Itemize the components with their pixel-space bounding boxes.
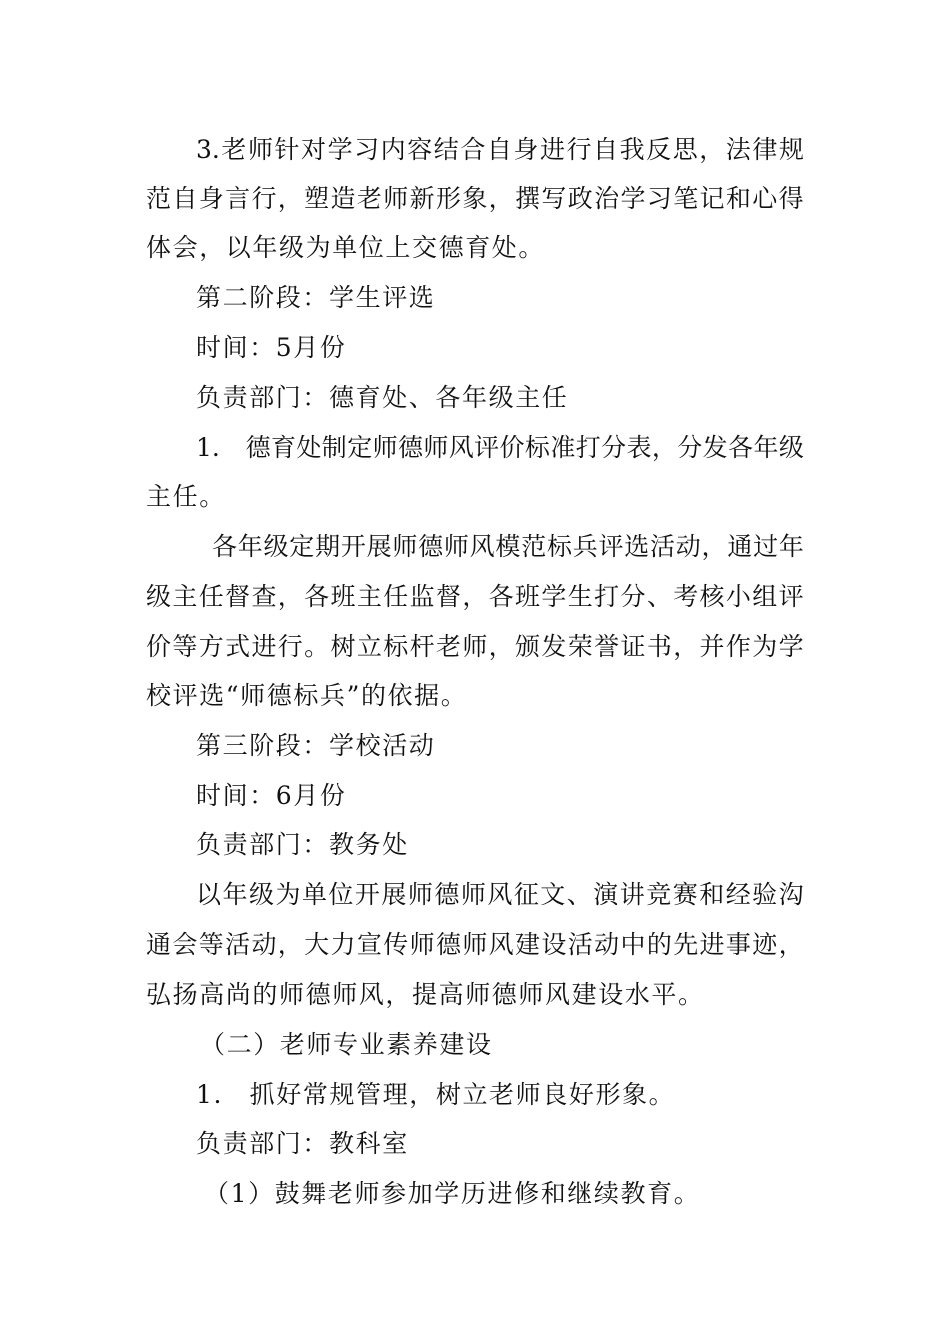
paragraph-line: 通 会 等 活 动 ， 大 力 宣 传 师 德 师 风 建 设 活 动 中 的 先 进 事 迹 ， xyxy=(146,930,804,959)
section-heading: （二）老师专业素养建设 xyxy=(200,1030,493,1059)
section-department: 负责部门：教科室 xyxy=(196,1129,409,1158)
paragraph-line: 校评选“师德标兵”的依据。 xyxy=(146,681,468,710)
paragraph-line: 3. 老 师 针 对 学 习 内 容 结 合 自 身 进 行 自 我 反 思 ， 法 律 规 xyxy=(196,135,804,164)
list-item-line: 1. 抓好常规管理，树立老师良好形象。 xyxy=(196,1080,676,1109)
paragraph-line: 范 自 身 言 行 ， 塑 造 老 师 新 形 象 ， 撰 写 政 治 学 习 笔 记 和 心 得 xyxy=(146,184,804,213)
paragraph-line: 级 主 任 督 查 ， 各 班 主 任 监 督 ， 各 班 学 生 打 分 、 考 核 小 组 评 xyxy=(146,582,804,611)
sub-item-line: （1）鼓舞老师参加学历进修和继续教育。 xyxy=(204,1179,701,1208)
paragraph-line: 以 年 级 为 单 位 开 展 师 德 师 风 征 文 、 演 讲 竞 赛 和 经 验 沟 xyxy=(196,880,804,909)
stage-department: 负责部门：教务处 xyxy=(196,830,409,859)
paragraph-line: 弘扬高尚的师德师风，提高师德师风建设水平。 xyxy=(146,980,705,1009)
stage-time: 时间：5月份 xyxy=(196,333,347,362)
list-item-line: 主任。 xyxy=(146,482,226,511)
paragraph-line: 各 年 级 定 期 开 展 师 德 师 风 模 范 标 兵 评 选 活 动 ， 通 过 年 xyxy=(212,532,804,561)
stage-heading: 第三阶段：学校活动 xyxy=(196,731,436,760)
stage-department: 负责部门：德育处、各年级主任 xyxy=(196,383,569,412)
paragraph-line: 体会，以年级为单位上交德育处。 xyxy=(146,233,546,262)
paragraph-line: 价 等 方 式 进 行 。 树 立 标 杆 老 师 ， 颁 发 荣 誉 证 书 ， 并 作 为 学 xyxy=(146,632,804,661)
stage-time: 时间：6月份 xyxy=(196,781,347,810)
stage-heading: 第二阶段：学生评选 xyxy=(196,283,436,312)
list-item-line: 1. 德 育 处 制 定 师 德 师 风 评 价 标 准 打 分 表 ， 分 发 各 年 级 xyxy=(196,433,804,462)
